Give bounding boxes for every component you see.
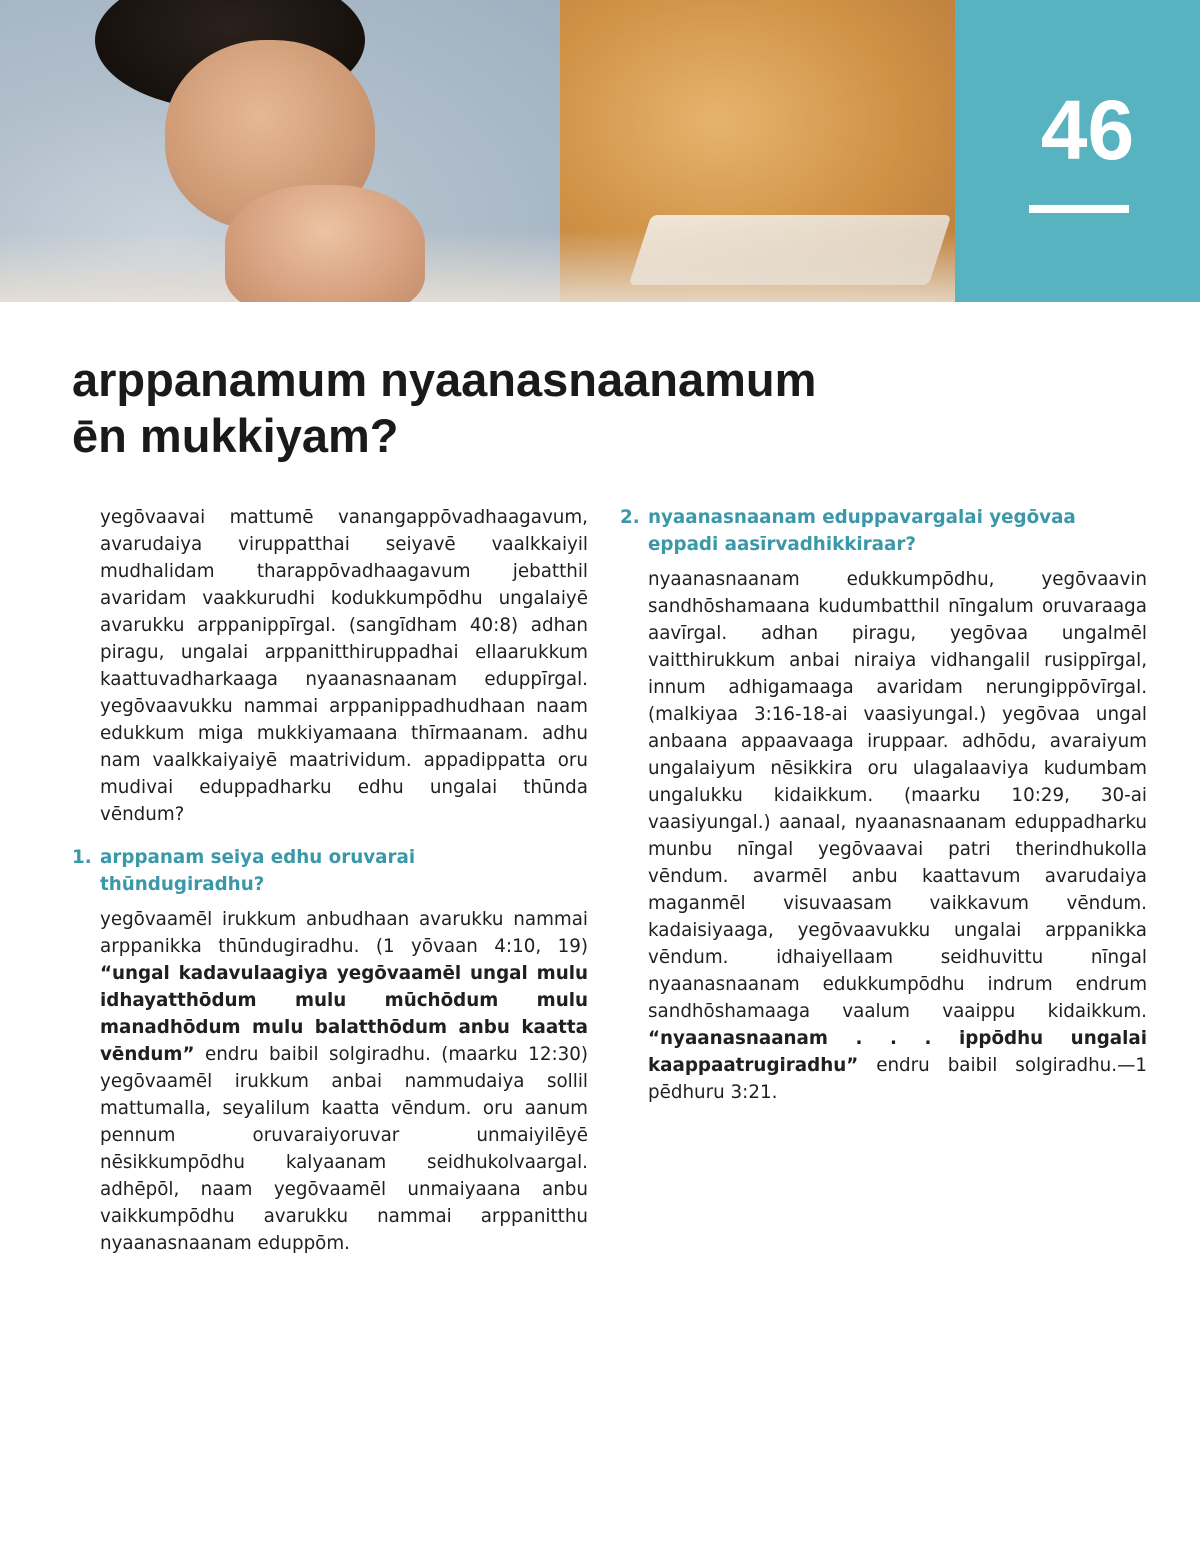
answer-quote: “nyaanasnaanam . . . ippōdhu ungalai kaappaatrugiradhu” bbox=[648, 1028, 1147, 1076]
page-title bbox=[72, 352, 972, 464]
question-heading-2 bbox=[620, 504, 1147, 558]
header-photo bbox=[0, 0, 955, 302]
intro-paragraph: yegōvaavai mattumē vanangappōvadhaagavum, avarudaiya viruppatthai seiyavē vaalkkaiyil mudhalidam tharappōvadhaagavum jebatthil avaridam vaakkurudhi kodukkumpōdhu ungalaiyē avarukku arppanippīrgal. (sangīdham 40:8) adhan piragu, ungalai arppanitthiruppadhai ellaarukkum kaattuvadharkaaga nyaanasnaanam eduppīrgal. yegōvaavukku nammai arppanippadhudhaan naam edukkum miga mukkiyamaana thīrmaanam. adhu nam vaalkkaiyaiyē maatrividum. appadippatta oru mudivai eduppadharku edhu ungalai thūnda vēndum? bbox=[100, 507, 588, 825]
photo-folded-hands bbox=[225, 185, 425, 302]
left-column bbox=[72, 504, 588, 1257]
question-heading-line-2: eppadi aasīrvadhikkiraar? bbox=[648, 534, 916, 555]
answer-paragraph-1 bbox=[72, 906, 588, 1257]
lesson-number: 46 bbox=[1040, 83, 1135, 177]
badge-underline bbox=[1029, 205, 1129, 213]
question-number: 1. bbox=[72, 847, 92, 868]
question-heading-line-2: thūndugiradhu? bbox=[100, 874, 265, 895]
title-line-1: arppanamum nyaanasnaanamum bbox=[72, 353, 817, 406]
question-heading-line-1: arppanam seiya edhu oruvarai bbox=[100, 847, 416, 868]
question-heading-1 bbox=[72, 844, 588, 898]
answer-quote: “ungal kadavulaagiya yegōvaamēl ungal mulu idhayatthōdum mulu mūchōdum mulu manadhōdum mulu balatthōdum anbu kaatta vēndum” bbox=[100, 963, 588, 1065]
answer-text: nyaanasnaanam edukkumpōdhu, yegōvaavin sandhōshamaana kudumbatthil nīngalum oruvaraaga aavīrgal. adhan piragu, yegōvaa ungalmēl vaitthirukkum anbai niraiya vidhangalil rusippīrgal, innum adhigamaaga avaridam nerungippōvīrgal. (malkiyaa 3:16-18-ai vaasiyungal.) yegōvaa ungal anbaana appaavaaga iruppaar. adhōdu, avaraiyum ungalaiyum nēsikkira oru ulagalaaviya kudumbam ungalukku kidaikkum. (maarku 10:29, 30-ai vaasiyungal.) aanaal, nyaanasnaanam eduppadharku munbu nīngal yegōvaavai patri therindhukolla vēndum. avarmēl anbu kaattavum avarudaiya maganmēl visuvaasam vaikkavum vēndum. kadaisiyaaga, yegōvaavukku ungalai arppanikka vēndum. idhaiyellaam seidhuvittu nīngal nyaanasnaanam edukkumpōdhu indrum endrum sandhōshamaaga vaalum vaaippu kidaikkum. bbox=[648, 569, 1147, 1022]
photo-table bbox=[0, 230, 955, 302]
answer-paragraph-2 bbox=[620, 566, 1147, 1106]
answer-text: yegōvaamēl irukkum anbudhaan avarukku nammai arppanikka thūndugiradhu. (1 yōvaan 4:10, 19) bbox=[100, 909, 588, 957]
question-heading-line-1: nyaanasnaanam eduppavargalai yegōvaa bbox=[648, 507, 1076, 528]
lesson-number-badge bbox=[955, 0, 1200, 302]
right-column bbox=[620, 504, 1147, 1106]
title-line-2: ēn mukkiyam? bbox=[72, 409, 399, 462]
answer-text: endru baibil solgiradhu.—1 pēdhuru 3:21. bbox=[648, 1055, 1147, 1103]
answer-text: endru baibil solgiradhu. (maarku 12:30) yegōvaamēl irukkum anbai nammudaiya sollil mattumalla, seyalilum kaatta vēndum. oru aanum pennum oruvaraiyoruvar unmaiyilēyē nēsikkumpōdhu kalyaanam seidhukolvaargal. adhēpōl, naam yegōvaamēl unmaiyaana anbu vaikkumpōdhu avarukku nammai arppanitthu nyaanasnaanam eduppōm. bbox=[100, 1044, 588, 1254]
question-number: 2. bbox=[620, 507, 640, 528]
